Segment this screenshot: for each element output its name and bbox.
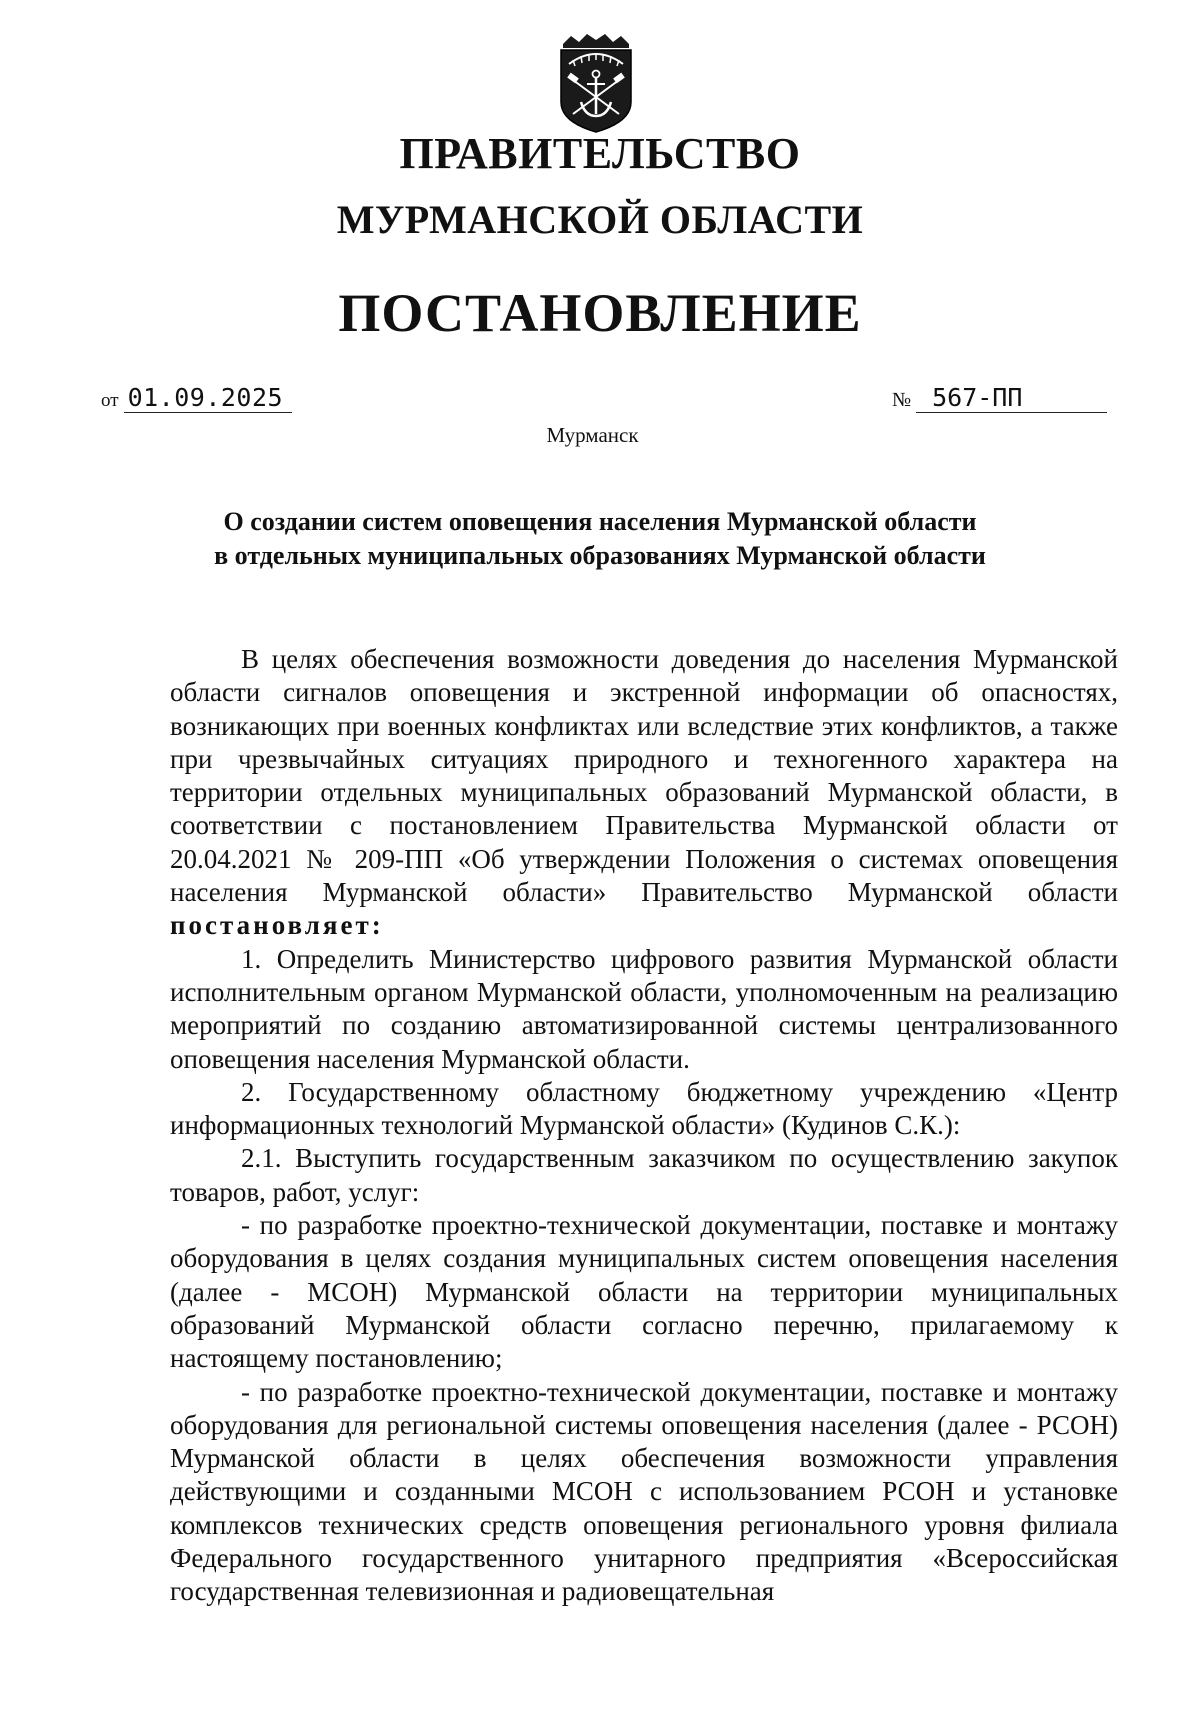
org-name-line2: МУРМАНСКОЙ ОБЛАСТИ <box>336 197 864 242</box>
item-2: 2. Государственному областному бюджетному учреждению «Центр информационных технологий Мурманской области» (Кудинов С.К.): <box>170 1076 1118 1141</box>
item-1: 1. Определить Министерство цифрового развития Мурманской области исполнительным органом Мурманской области, уполномоченным на реализацию мероприятий по созданию автоматизированной системы централизованного оповещения населения Мурманской области. <box>170 943 1118 1074</box>
document-date <box>101 384 292 413</box>
date-value: 01.09.2025 <box>124 384 292 413</box>
murmansk-coat-of-arms-icon <box>553 30 639 134</box>
item-2-1: 2.1. Выступить государственным заказчиком по осуществлению закупок товаров, работ, услуг: <box>170 1143 1118 1207</box>
date-label: от <box>101 390 119 411</box>
document-body <box>170 643 1118 1609</box>
intro-text: В целях обеспечения возможности доведения до населения Мурманской области сигналов оповещения и экстренной информации об опасностях, возникающих при военных конфликтах или вследствие этих конфликтов, а также при чрезвычайных ситуациях природного и техногенного характера на территории отдельных муниципальных образований Мурманской области, в соответствии с постановлением Правительства Мурманской области от 20.04.2021 № 209-ПП «Об утверждении Положения о системах оповещения населения Мурманской области» Правительство Мурманской области <box>170 644 1118 908</box>
org-name-line1: ПРАВИТЕЛЬСТВО <box>399 129 801 178</box>
subject-line1: О создании систем оповещения населения Мурманской области <box>223 507 977 536</box>
city-name: Мурманск <box>546 423 639 447</box>
bullet-1: - по разработке проектно-технической документации, поставке и монтажу оборудования в целях создания муниципальных систем оповещения населения (далее - МСОН) Мурманской области на территории муниципальных образований Мурманской области согласно перечню, прилагаемому к настоящему постановлению; <box>170 1210 1118 1374</box>
number-label: № <box>892 389 912 411</box>
subject-line2: в отдельных муниципальных образованиях Мурманской области <box>214 541 986 570</box>
resolves-word: постановляет: <box>170 910 384 941</box>
number-value: 567-ПП <box>916 384 1107 413</box>
document-subject <box>150 505 1050 573</box>
document-number <box>892 384 1107 413</box>
bullet-2: - по разработке проектно-технической документации, поставке и монтажу оборудования для региональной системы оповещения населения (далее - РСОН) Мурманской области в целях обеспечения возможности управления действующими и созданными МСОН с использованием РСОН и установке комплексов технических средств оповещения регионального уровня филиала Федерального государственного унитарного предприятия «Всероссийская государственная телевизионная и радиовещательная <box>170 1376 1118 1607</box>
intro-paragraph <box>170 643 1118 943</box>
document-type-title: ПОСТАНОВЛЕНИЕ <box>338 283 862 343</box>
